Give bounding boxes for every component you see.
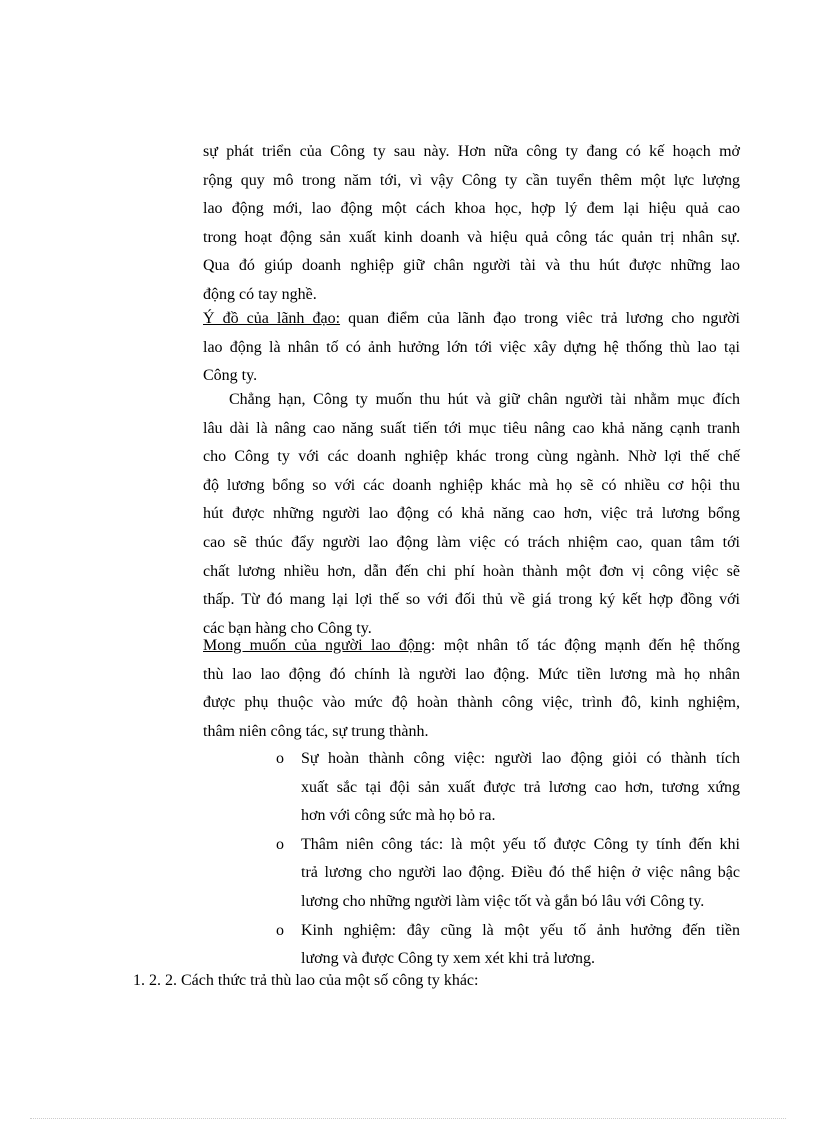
paragraph-example	[203, 386, 740, 643]
text-line: thấp. Từ đó mang lại lợi thế so với đối thủ về giá trong ký kết hợp đồng với	[203, 591, 740, 609]
text-line: thù lao lao động đó chính là người lao động. Mức tiền lương mà họ nhân	[203, 665, 740, 683]
text-line: Thâm niên công tác: là một yếu tố được Công ty tính đến khi	[301, 835, 740, 853]
bullet-marker: o	[276, 835, 284, 853]
text-line: rộng quy mô trong năm tới, vì vậy Công ty cần tuyển thêm một lực lượng	[203, 171, 740, 189]
text-line: trả lương cho người lao động. Điều đó thể hiện ở việc nâng bậc	[301, 864, 740, 882]
text-line: chất lương nhiều hơn, dẫn đến chi phí hoàn thành một đơn vị công việc sẽ	[203, 562, 740, 580]
text-line: lương cho những người làm việc tốt và gắn bó lâu với Công ty.	[301, 892, 705, 910]
bullet-list	[276, 745, 740, 974]
text-line: xuất sắc tại đội sản xuất được trả lương cao hơn, tương xứng	[301, 778, 740, 796]
underlined-term: Mong muốn của người lao động	[203, 637, 431, 654]
section-heading: 1. 2. 2. Cách thức trả thù lao của một số công ty khác:	[133, 972, 479, 989]
text-span: : một nhân tố tác động mạnh đến hệ thống	[430, 637, 741, 654]
list-item	[276, 831, 740, 917]
text-line: được phụ thuộc vào mức độ hoàn thành công việc, trình đô, kinh nghiệm,	[203, 694, 740, 712]
text-line: động có tay nghề.	[203, 285, 317, 303]
paragraph-employee-wishes	[203, 632, 740, 746]
text-line	[203, 632, 740, 661]
text-line: Công ty.	[203, 367, 258, 385]
bullet-marker: o	[276, 750, 284, 767]
text-line: thâm niên công tác, sự trung thành.	[203, 722, 429, 740]
text-line: cho Công ty với các doanh nghiệp khác trong cùng ngành. Nhờ lợi thế chế	[203, 448, 740, 466]
text-line: sự phát triển của Công ty sau này. Hơn nữa công ty đang có kế hoạch mở	[203, 143, 740, 160]
underlined-term: Ý đồ của lãnh đạo:	[203, 310, 341, 327]
paragraph-leadership-intent	[203, 305, 740, 391]
text-line: Kinh nghiệm: đây cũng là một yếu tố ảnh hưởng đến tiền	[301, 921, 740, 939]
text-line: lương và được Công ty xem xét khi trả lương.	[301, 950, 596, 968]
list-item	[276, 917, 740, 974]
bullet-marker: o	[276, 921, 284, 939]
text-line: trong hoạt động sản xuất kinh doanh và hiệu quả công tác quản trị nhân sự.	[203, 228, 740, 246]
text-line: độ lương bổng so với các doanh nghiệp khác mà họ sẽ có nhiều cơ hội thu	[203, 476, 740, 494]
page-bottom-border	[30, 1118, 786, 1119]
list-item	[276, 745, 740, 831]
text-line: cao sẽ thúc đẩy người lao động làm việc có trách nhiệm cao, quan tâm tới	[203, 533, 740, 551]
text-line: hút được những người lao động có khả năng cao hơn, việc trả lương bổng	[203, 505, 740, 523]
text-line: lao động là nhân tố có ảnh hưởng lớn tới việc xây dựng hệ thống thù lao tại	[203, 338, 740, 356]
text-line	[203, 305, 740, 334]
text-span: quan điểm của lãnh đạo trong viêc trả lương cho người	[340, 310, 741, 327]
text-line: Sự hoàn thành công việc: người lao động giỏi có thành tích	[301, 750, 740, 767]
text-line: hơn với công sức mà họ bỏ ra.	[301, 807, 496, 825]
text-line: lâu dài là nâng cao năng suất tiến tới mục tiêu nâng cao khả năng cạnh tranh	[203, 419, 740, 437]
text-line: lao động mới, lao động một cách khoa học, hợp lý đem lại hiệu quả cao	[203, 200, 740, 218]
text-line: Chẳng hạn, Công ty muốn thu hút và giữ chân người tài nhằm mục đích	[229, 391, 740, 408]
paragraph-company-development	[203, 138, 740, 310]
text-line: Qua đó giúp doanh nghiệp giữ chân người tài và thu hút được những lao	[203, 257, 740, 275]
text-line: các bạn hàng cho Công ty.	[203, 619, 372, 637]
